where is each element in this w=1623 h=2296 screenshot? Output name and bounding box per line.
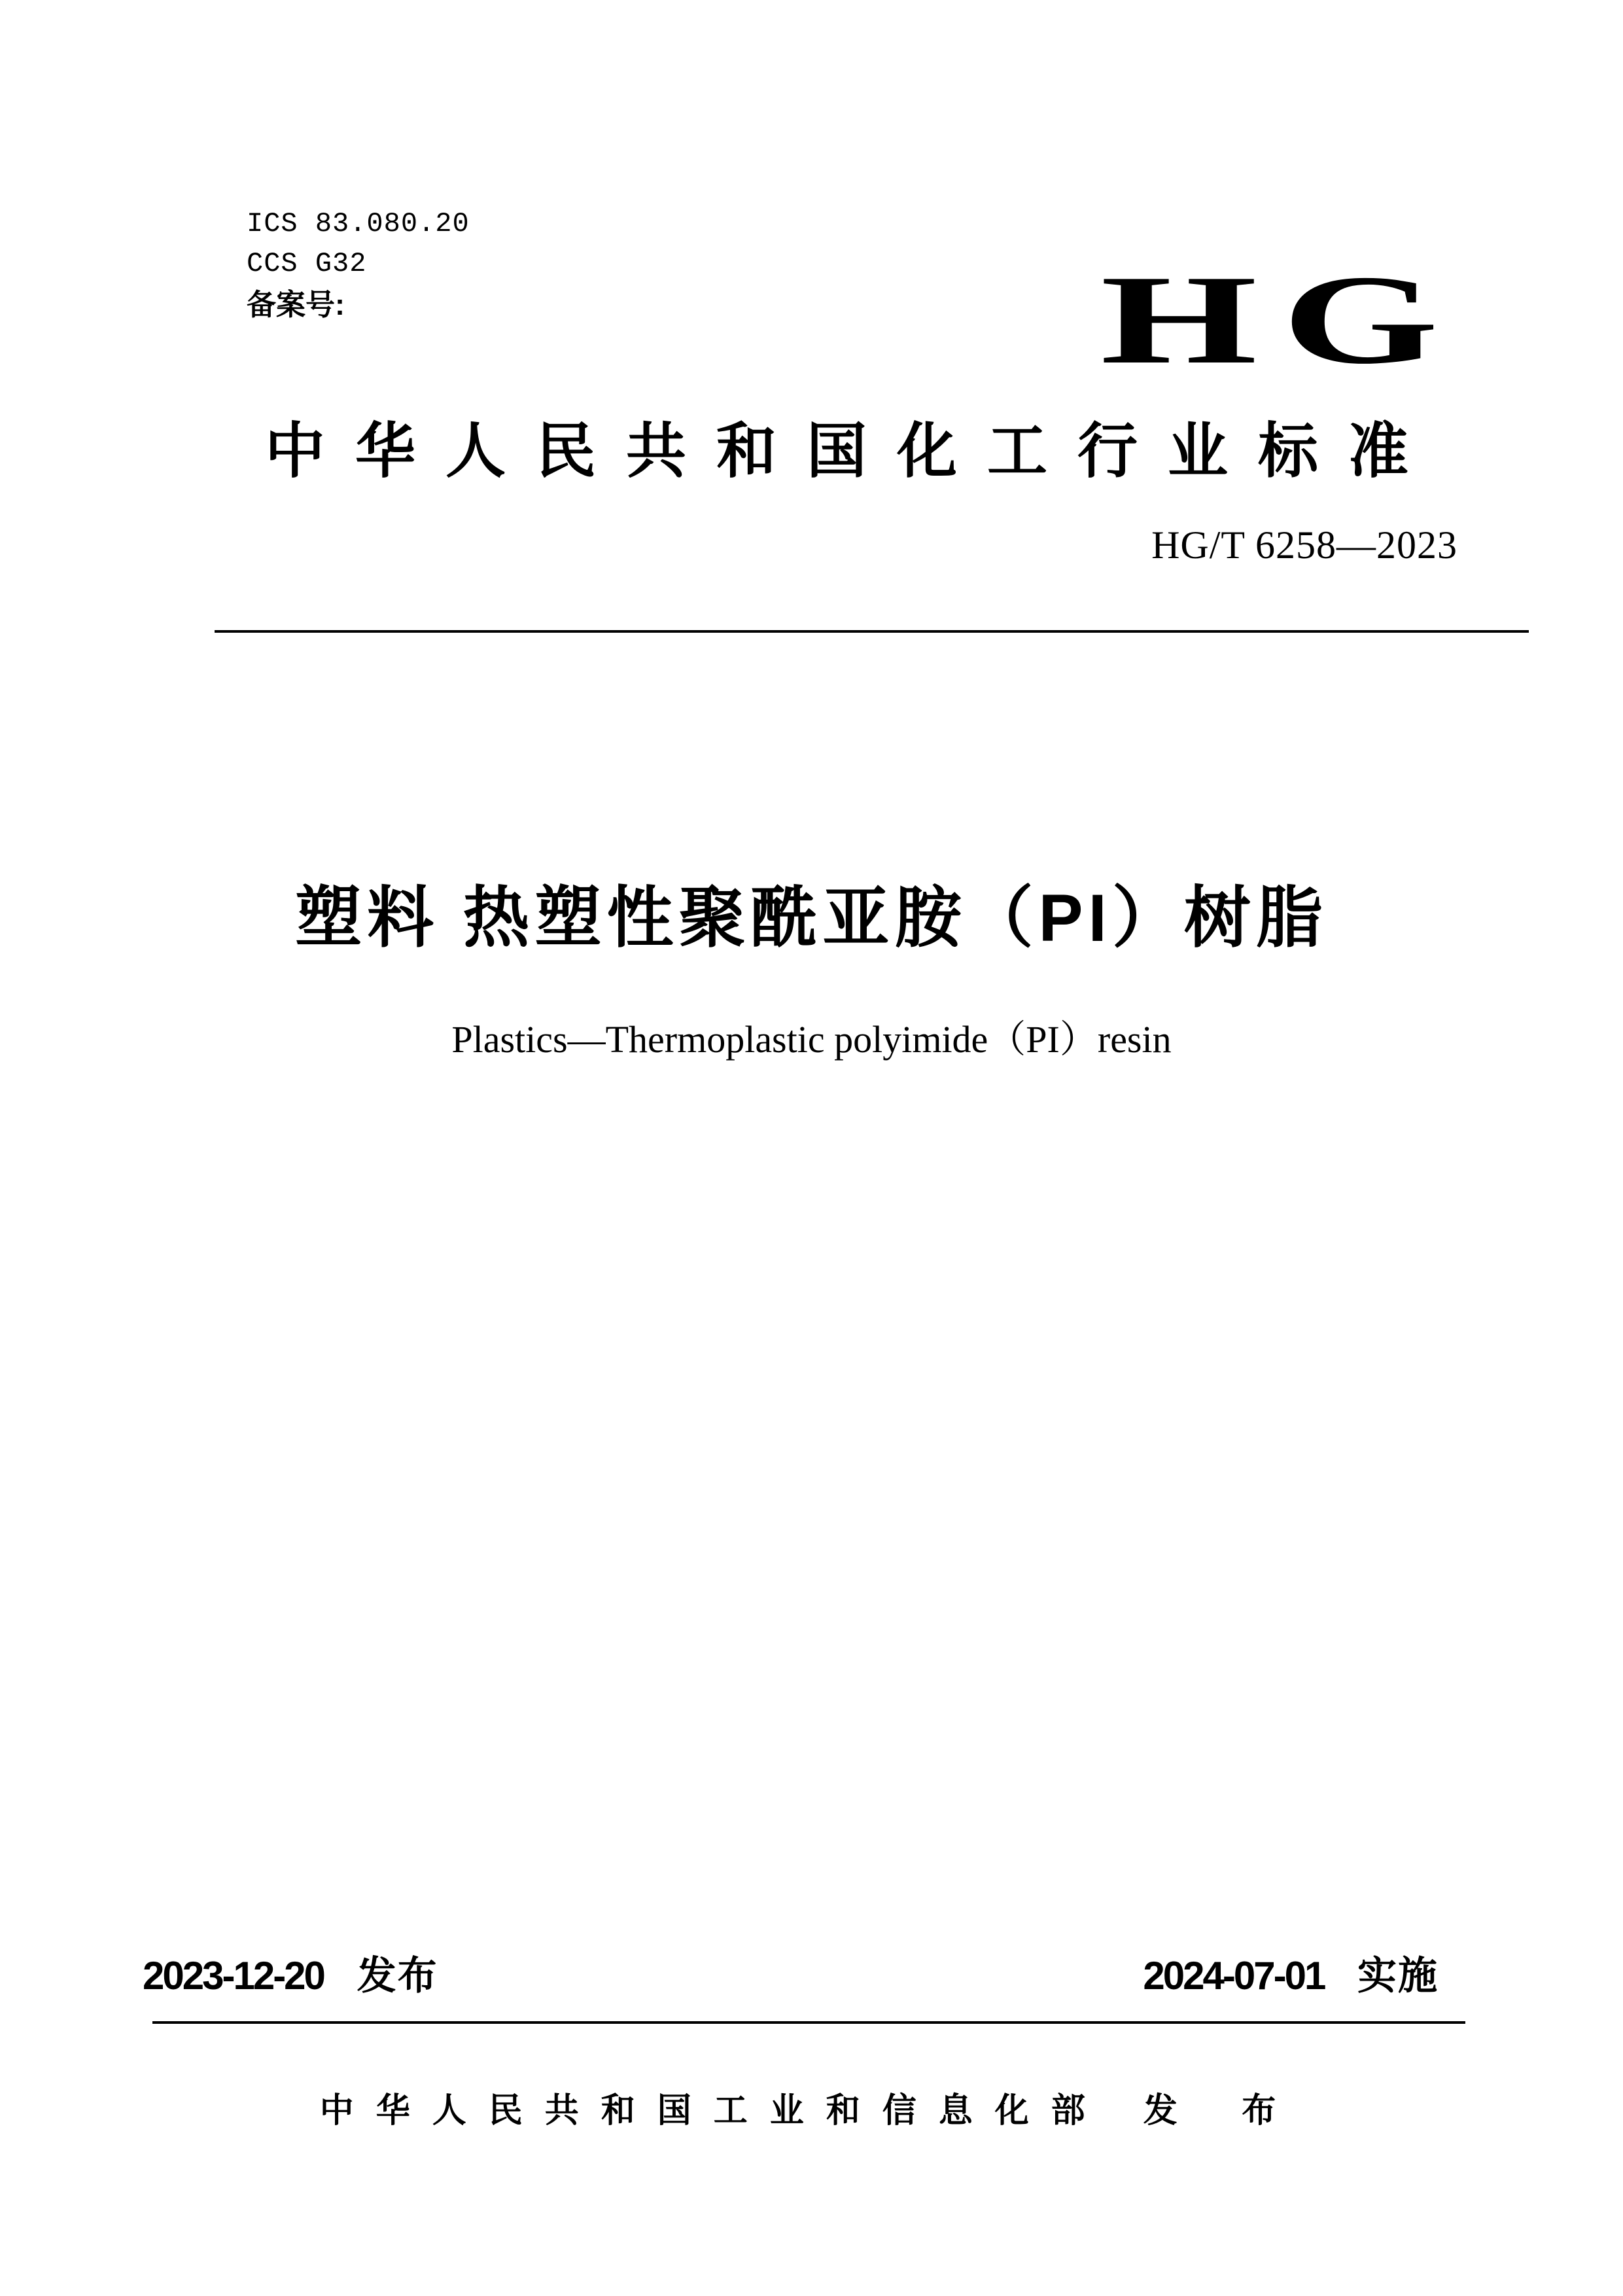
document-title-chinese: 塑料 热塑性聚酰亚胺（PI）树脂 bbox=[295, 881, 1328, 955]
standard-number: HG/T 6258—2023 bbox=[1151, 523, 1457, 567]
ccs-code: CCS G32 bbox=[247, 248, 367, 279]
document-title-english: Plastics—Thermoplastic polyimide（PI）resin bbox=[451, 1018, 1172, 1061]
classification-block bbox=[247, 204, 470, 325]
record-number-label: 备案号: bbox=[247, 288, 345, 321]
publisher-row bbox=[0, 2094, 1623, 2128]
hg-logo: HG bbox=[1100, 249, 1463, 391]
implementation-date-group bbox=[1143, 1956, 1439, 1996]
issuing-authority: 中华人民共和国工业和信息化部 bbox=[319, 2092, 1108, 2130]
publish-label: 发 布 bbox=[1143, 2092, 1304, 2130]
header-divider-line bbox=[215, 630, 1529, 633]
issue-label: 发布 bbox=[357, 1954, 438, 1998]
implementation-label: 实施 bbox=[1357, 1954, 1439, 1998]
ics-code: ICS 83.080.20 bbox=[247, 208, 470, 239]
issue-date-group bbox=[143, 1956, 438, 1996]
dates-row bbox=[143, 1956, 1439, 1996]
standard-category-title: 中华人民共和国化工行业标准 bbox=[265, 418, 1439, 485]
implementation-date: 2024-07-01 bbox=[1143, 1954, 1325, 1998]
footer-divider-line bbox=[152, 2021, 1465, 2024]
issue-date: 2023-12-20 bbox=[143, 1954, 324, 1998]
